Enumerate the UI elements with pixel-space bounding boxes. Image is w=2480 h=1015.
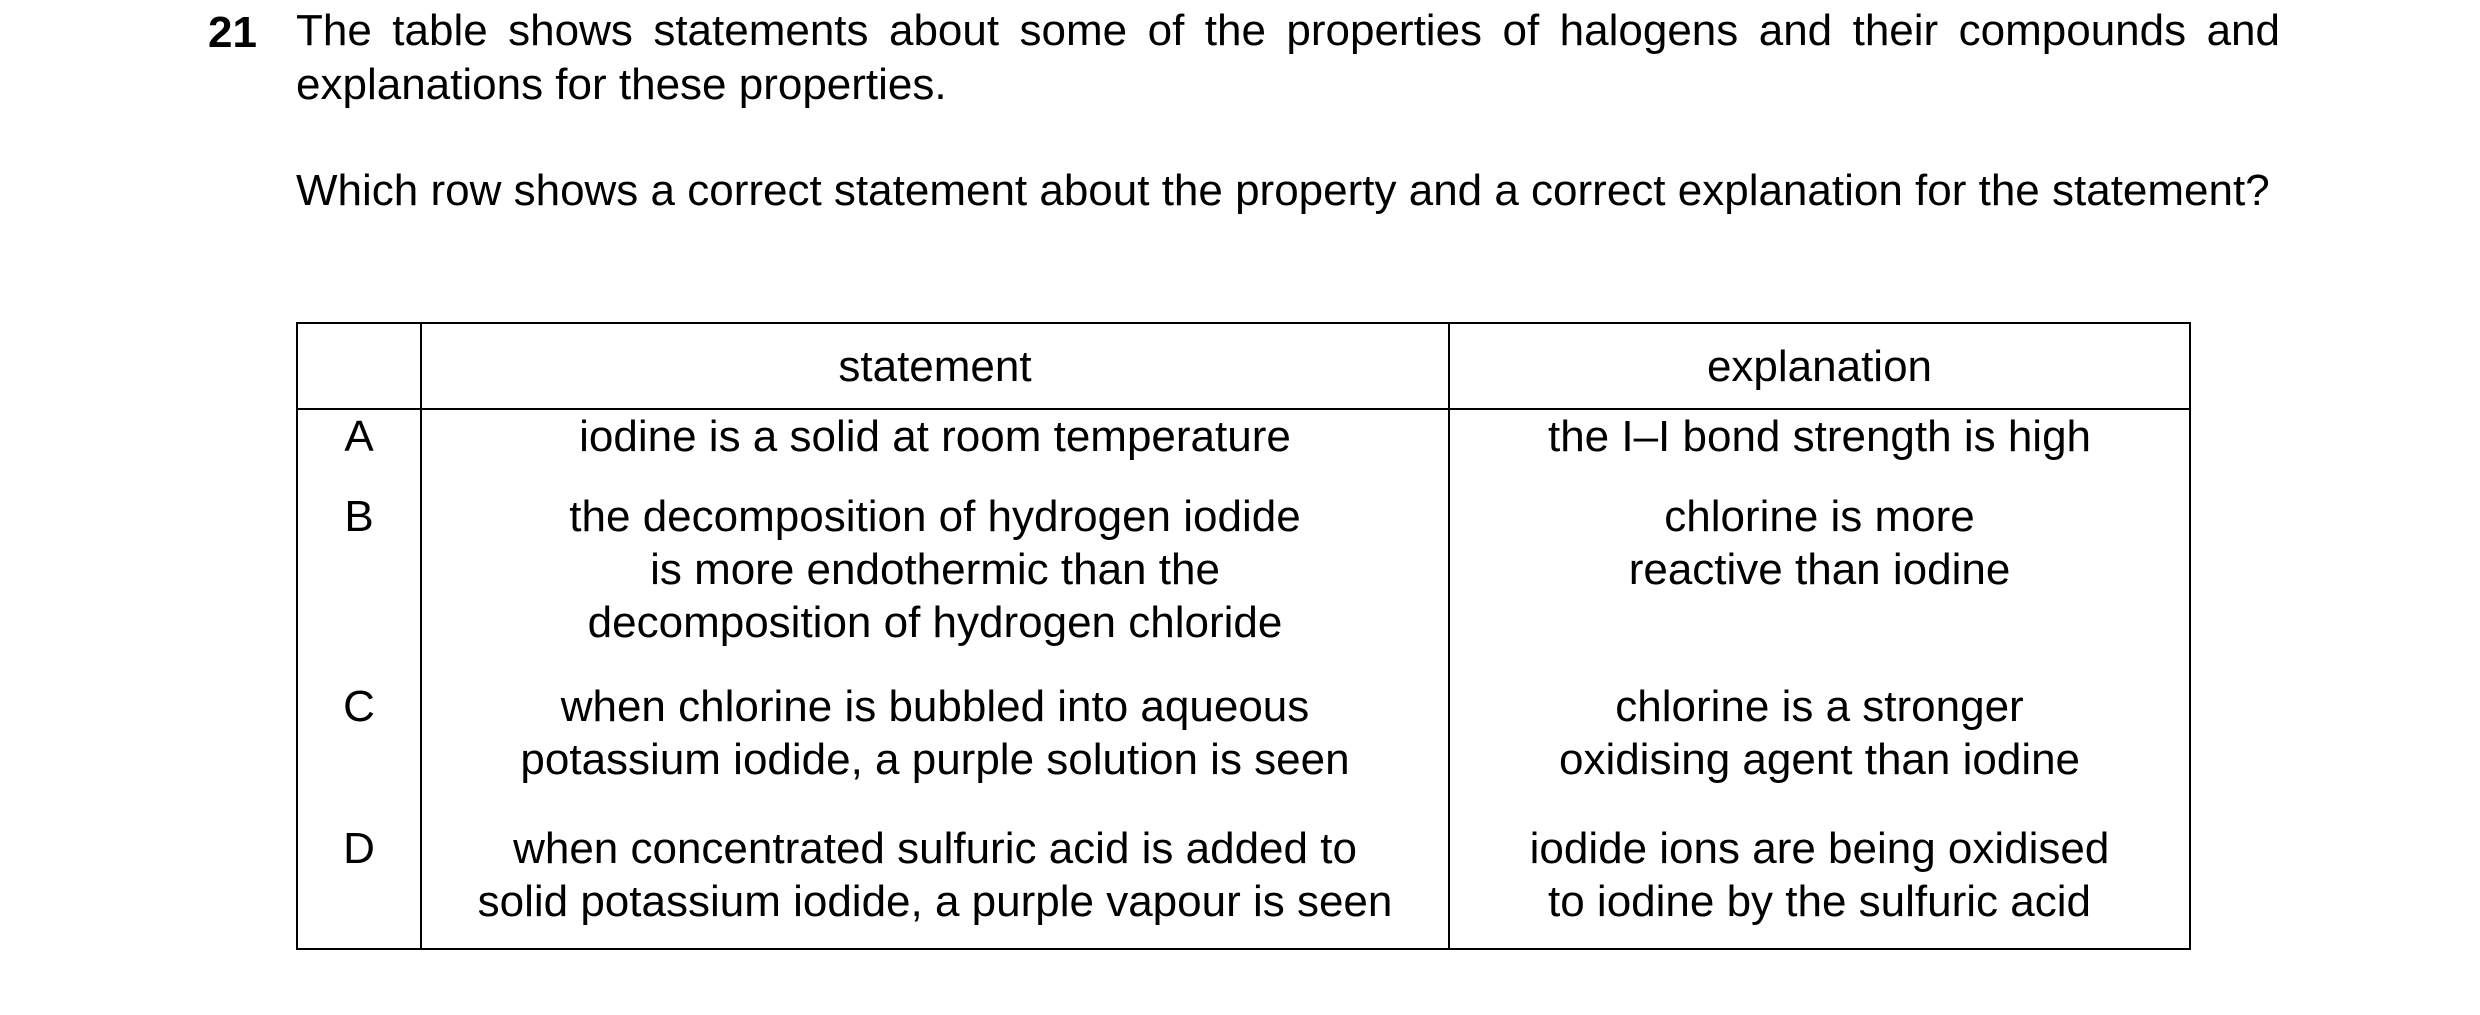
statement-b — [421, 490, 1449, 680]
explanation-b-line-1: chlorine is more — [1664, 492, 1975, 541]
statement-c-line-1: when chlorine is bubbled into aqueous — [560, 682, 1310, 731]
statement-c-line-2: potassium iodide, a purple solution is seen — [520, 735, 1350, 784]
explanation-a-line-1: the I–I bond strength is high — [1547, 412, 2092, 461]
table-row-d — [297, 822, 2190, 949]
table-row-b — [297, 490, 2190, 680]
explanation-a — [1449, 409, 2190, 490]
explanation-b-line-2: reactive than iodine — [1628, 545, 2011, 594]
explanation-c-line-1: chlorine is a stronger — [1615, 682, 2024, 731]
statement-d-line-2: solid potassium iodide, a purple vapour is seen — [477, 877, 1393, 926]
header-statement: statement — [421, 323, 1449, 409]
statement-b-line-3: decomposition of hydrogen chloride — [587, 598, 1283, 647]
question-prompt: Which row shows a correct statement about the property and a correct explanation for the statement? — [296, 166, 2270, 215]
question-number: 21 — [208, 8, 257, 57]
explanation-d — [1449, 822, 2190, 949]
option-letter-a: A — [297, 409, 421, 490]
statement-b-line-1: the decomposition of hydrogen iodide — [569, 492, 1301, 541]
statement-d — [421, 822, 1449, 949]
explanation-d-line-1: iodide ions are being oxidised — [1529, 824, 2110, 873]
option-letter-d: D — [297, 822, 421, 949]
explanation-c-line-2: oxidising agent than iodine — [1558, 735, 2081, 784]
statement-a-line-1: iodine is a solid at room temperature — [579, 412, 1291, 461]
question-intro: The table shows statements about some of the properties of halogens and their compounds and explanations for these properties. — [296, 6, 2280, 109]
statement-d-line-1: when concentrated sulfuric acid is added to — [513, 824, 1357, 873]
explanation-c — [1449, 680, 2190, 822]
table-header-row — [297, 323, 2190, 409]
header-letter — [297, 323, 421, 409]
explanation-d-line-2: to iodine by the sulfuric acid — [1548, 877, 2091, 926]
statement-a — [421, 409, 1449, 490]
options-table — [296, 322, 2191, 950]
option-letter-b: B — [297, 490, 421, 680]
statement-b-line-2: is more endothermic than the — [650, 545, 1220, 594]
explanation-b — [1449, 490, 2190, 680]
table-row-a — [297, 409, 2190, 490]
option-letter-c: C — [297, 680, 421, 822]
table-row-c — [297, 680, 2190, 822]
statement-c — [421, 680, 1449, 822]
header-explanation: explanation — [1449, 323, 2190, 409]
